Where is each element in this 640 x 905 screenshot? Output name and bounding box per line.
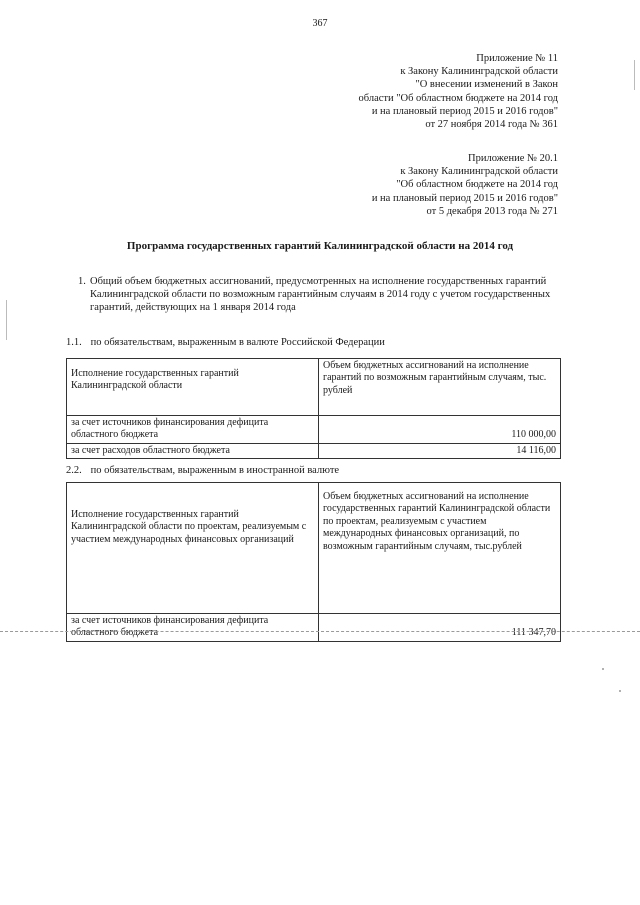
subsection-number: 1.1. (66, 337, 82, 348)
scan-margin-mark (6, 300, 7, 340)
table-cell-value: 111 347,70 (319, 614, 561, 642)
guarantees-rub-table (66, 358, 561, 459)
appendix-header-11 (359, 52, 559, 131)
scan-speck (602, 668, 604, 670)
scan-speck (619, 690, 621, 692)
subsection-number: 2.2. (66, 465, 82, 476)
table-header-cell: Объем бюджетных ассигнований на исполнение государственных гарантий Калининградской области по проектам, реализуемым с участием международных финансовых организаций, по возможным гарантийным случаям, тыс.рублей (319, 483, 561, 614)
table-header-cell: Исполнение государственных гарантий Калининградской области (67, 359, 319, 416)
appendix-line: к Закону Калининградской области (400, 66, 558, 78)
scan-artifact-line (0, 631, 640, 632)
table-cell-value: 14 116,00 (319, 443, 561, 458)
table-row (67, 443, 561, 458)
appendix-line: Приложение № 20.1 (468, 153, 558, 164)
table-cell-value: 110 000,00 (319, 416, 561, 444)
appendix-line: от 27 ноября 2014 года № 361 (425, 119, 558, 131)
table-row (67, 416, 561, 444)
appendix-line: к Закону Калининградской области (400, 166, 558, 178)
table-header-cell: Объем бюджетных ассигнований на исполнение гарантий по возможным гарантийным случаям, тыс. рублей (319, 359, 561, 416)
page-number: 367 (312, 18, 328, 29)
table-cell-label: за счет источников финансирования дефицита областного бюджета (67, 416, 319, 444)
appendix-line: области "Об областном бюджете на 2014 год (358, 92, 558, 104)
appendix-line: и на плановый период 2015 и 2016 годов" (371, 105, 558, 117)
section-1 (78, 275, 578, 315)
appendix-line: и на плановый период 2015 и 2016 годов" (371, 192, 558, 204)
appendix-line: "Об областном бюджете на 2014 год (396, 179, 558, 191)
appendix-line: "О внесении изменений в Закон (415, 79, 558, 91)
section-number: 1. (78, 276, 86, 287)
table-header-row (67, 483, 561, 614)
subsection-1-1 (66, 336, 385, 349)
table-cell-label: за счет расходов областного бюджета (67, 443, 319, 458)
appendix-line: Приложение № 11 (476, 53, 558, 64)
subsection-2-2 (66, 464, 339, 477)
subsection-text: по обязательствам, выраженным в иностранной валюте (90, 465, 340, 476)
document-title: Программа государственных гарантий Калининградской области на 2014 год (126, 240, 514, 252)
section-text: Общий объем бюджетных ассигнований, предусмотренных на исполнение государственных гарантий Калининградской области по возможным гарантийным случаям в 2014 году с учетом государственных гарантий, действующих на 1 января 2014 года (90, 276, 551, 314)
table-row (67, 614, 561, 642)
table-cell-label: за счет источников финансирования дефицита областного бюджета (67, 614, 319, 642)
appendix-header-20-1 (372, 152, 558, 218)
subsection-text: по обязательствам, выраженным в валюте Российской Федерации (90, 337, 385, 348)
appendix-line: от 5 декабря 2013 года № 271 (426, 205, 558, 217)
table-header-row (67, 359, 561, 416)
guarantees-foreign-currency-table (66, 482, 561, 642)
table-header-cell: Исполнение государственных гарантий Калининградской области по проектам, реализуемым с участием международных финансовых организаций (67, 483, 319, 614)
scan-margin-mark (634, 60, 635, 90)
